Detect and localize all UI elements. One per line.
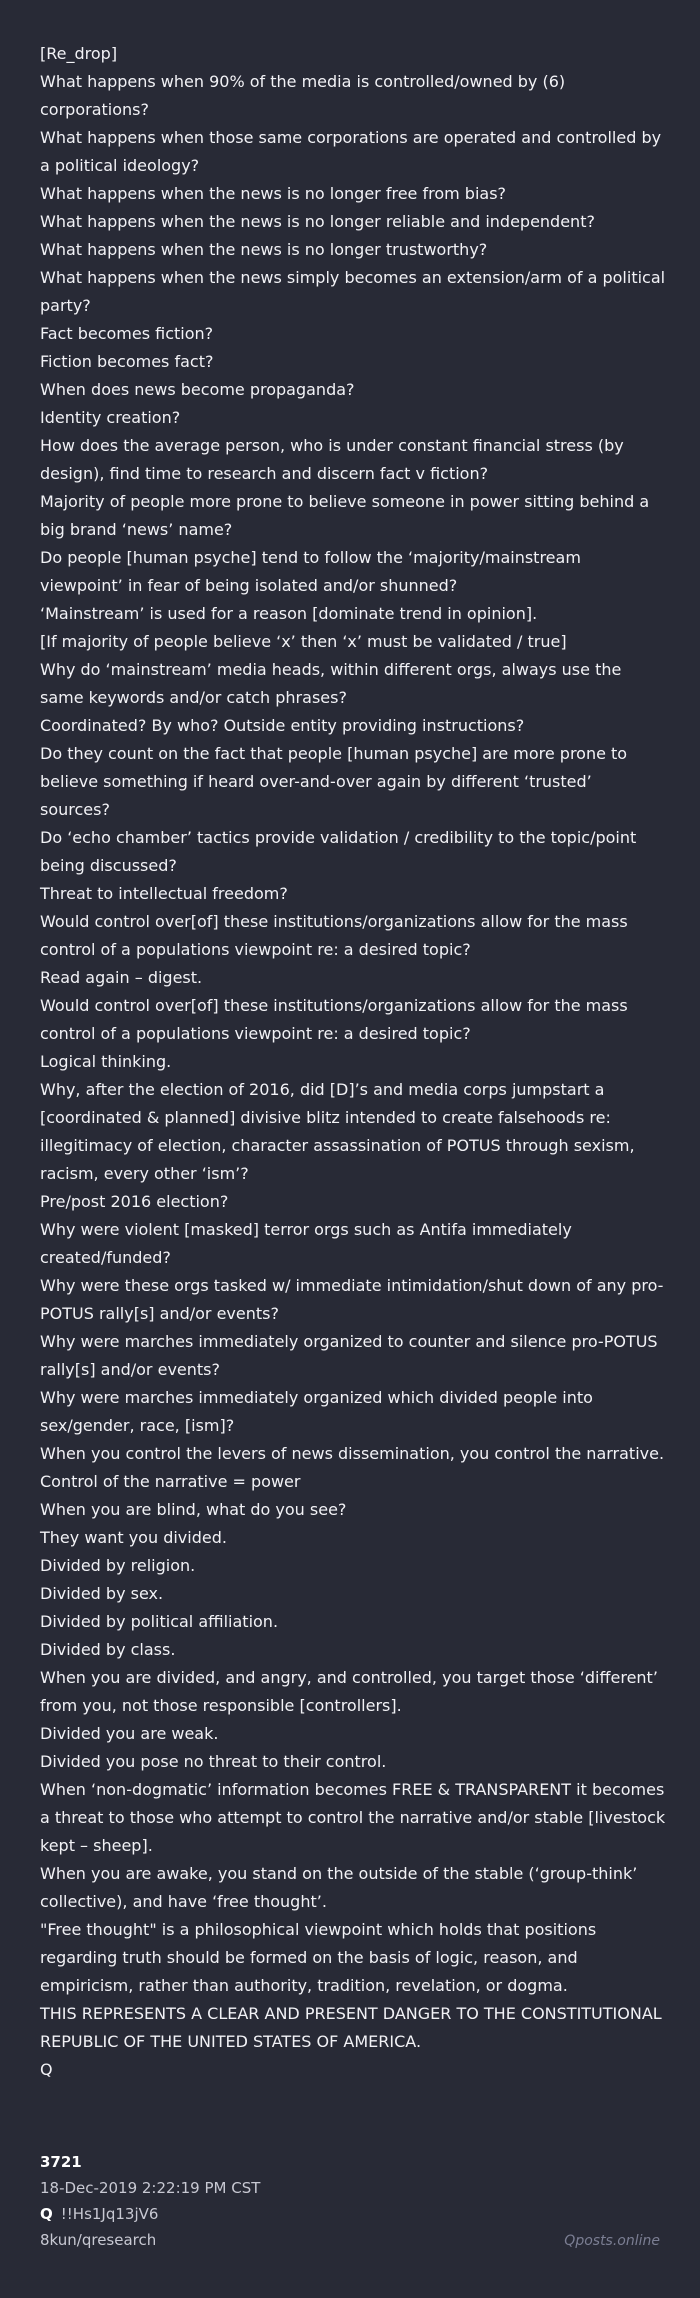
post-line: What happens when 90% of the media is controlled/owned by (6) corporations? — [40, 72, 566, 119]
post-line: Why were marches immediately organized which divided people into sex/gender, race, [ism]? — [40, 1388, 593, 1435]
post-meta — [40, 2149, 660, 2254]
post-line: Why do ‘mainstream’ media heads, within different orgs, always use the same keywords and/or catch phrases? — [40, 660, 622, 707]
post-line: Control of the narrative = power — [40, 1472, 301, 1491]
post-line: "Free thought" is a philosophical viewpoint which holds that positions regarding truth should be formed on the basis of logic, reason, and empiricism, rather than authority, tradition, revelation, or dogma. — [40, 1920, 597, 1995]
post-line: When you are awake, you stand on the outside of the stable (‘group-think’ collective), and have ‘free thought’. — [40, 1864, 638, 1911]
post-line: Logical thinking. — [40, 1052, 172, 1071]
post-line: What happens when the news is no longer trustworthy? — [40, 240, 488, 259]
author-row — [40, 2201, 660, 2227]
post-line: What happens when the news is no longer reliable and independent? — [40, 212, 595, 231]
author-name: Q — [40, 2205, 53, 2223]
post-line: Divided by religion. — [40, 1556, 196, 1575]
post-line: Fact becomes fiction? — [40, 324, 214, 343]
post-line: When ‘non-dogmatic’ information becomes FREE & TRANSPARENT it becomes a threat to those who attempt to control the narrative and/or stable [livestock kept – sheep]. — [40, 1780, 666, 1855]
board-row — [40, 2227, 660, 2254]
post-line: [Re_drop] — [40, 44, 118, 63]
post-line: Divided by class. — [40, 1640, 176, 1659]
post-line: When you control the levers of news dissemination, you control the narrative. — [40, 1444, 665, 1463]
post-line: Why were marches immediately organized to counter and silence pro-POTUS rally[s] and/or events? — [40, 1332, 658, 1379]
post-line: Would control over[of] these institutions/organizations allow for the mass control of a populations viewpoint re: a desired topic? — [40, 912, 628, 959]
post-line: THIS REPRESENTS A CLEAR AND PRESENT DANGER TO THE CONSTITUTIONAL REPUBLIC OF THE UNITED STATES OF AMERICA. — [40, 2004, 662, 2051]
post-line: When you are divided, and angry, and controlled, you target those ‘different’ from you, not those responsible [controllers]. — [40, 1668, 658, 1715]
tripcode: !!Hs1Jq13jV6 — [60, 2205, 159, 2223]
post-line: Would control over[of] these institutions/organizations allow for the mass control of a populations viewpoint re: a desired topic? — [40, 996, 628, 1043]
post-body — [40, 40, 666, 2084]
post-timestamp: 18-Dec-2019 2:22:19 PM CST — [40, 2179, 261, 2197]
post-line: Divided you are weak. — [40, 1724, 219, 1743]
post-line: Divided by political affiliation. — [40, 1612, 279, 1631]
post-line: Read again – digest. — [40, 968, 203, 987]
post-line: They want you divided. — [40, 1528, 227, 1547]
post-line: Divided you pose no threat to their control. — [40, 1752, 387, 1771]
post-line: ‘Mainstream’ is used for a reason [dominate trend in opinion]. — [40, 604, 538, 623]
post-line: [If majority of people believe ‘x’ then ‘x’ must be validated / true] — [40, 632, 567, 651]
post-line: Do people [human psyche] tend to follow the ‘majority/mainstream viewpoint’ in fear of being isolated and/or shunned? — [40, 548, 581, 595]
post-line: Coordinated? By who? Outside entity providing instructions? — [40, 716, 525, 735]
post-line: Do they count on the fact that people [human psyche] are more prone to believe something if heard over-and-over again by different ‘trusted’ sources? — [40, 744, 628, 819]
post-line: Pre/post 2016 election? — [40, 1192, 229, 1211]
post-number: 3721 — [40, 2153, 82, 2171]
post-line: Why, after the election of 2016, did [D]’s and media corps jumpstart a [coordinated & planned] divisive blitz intended to create falsehoods re: illegitimacy of election, character assassination of POTUS through sexism, racism, every other ‘ism’? — [40, 1080, 635, 1183]
post-line: How does the average person, who is under constant financial stress (by design), find time to research and discern fact v fiction? — [40, 436, 624, 483]
post-line: What happens when those same corporations are operated and controlled by a political ideology? — [40, 128, 662, 175]
post-line: What happens when the news simply becomes an extension/arm of a political party? — [40, 268, 666, 315]
board-name: 8kun/qresearch — [40, 2231, 157, 2249]
post-line: When you are blind, what do you see? — [40, 1500, 347, 1519]
post-line: Divided by sex. — [40, 1584, 164, 1603]
post-line: Threat to intellectual freedom? — [40, 884, 288, 903]
post-line: Fiction becomes fact? — [40, 352, 214, 371]
post-line: When does news become propaganda? — [40, 380, 355, 399]
post-line: Why were violent [masked] terror orgs such as Antifa immediately created/funded? — [40, 1220, 572, 1267]
post-line: Identity creation? — [40, 408, 181, 427]
post-line: Majority of people more prone to believe someone in power sitting behind a big brand ‘news’ name? — [40, 492, 650, 539]
post-line: Why were these orgs tasked w/ immediate intimidation/shut down of any pro-POTUS rally[s] and/or events? — [40, 1276, 664, 1323]
post-line: What happens when the news is no longer free from bias? — [40, 184, 507, 203]
post-line: Do ‘echo chamber’ tactics provide validation / credibility to the topic/point being discussed? — [40, 828, 637, 875]
post-signature: Q — [40, 2060, 53, 2079]
site-link[interactable]: Qposts.online — [564, 2233, 660, 2249]
